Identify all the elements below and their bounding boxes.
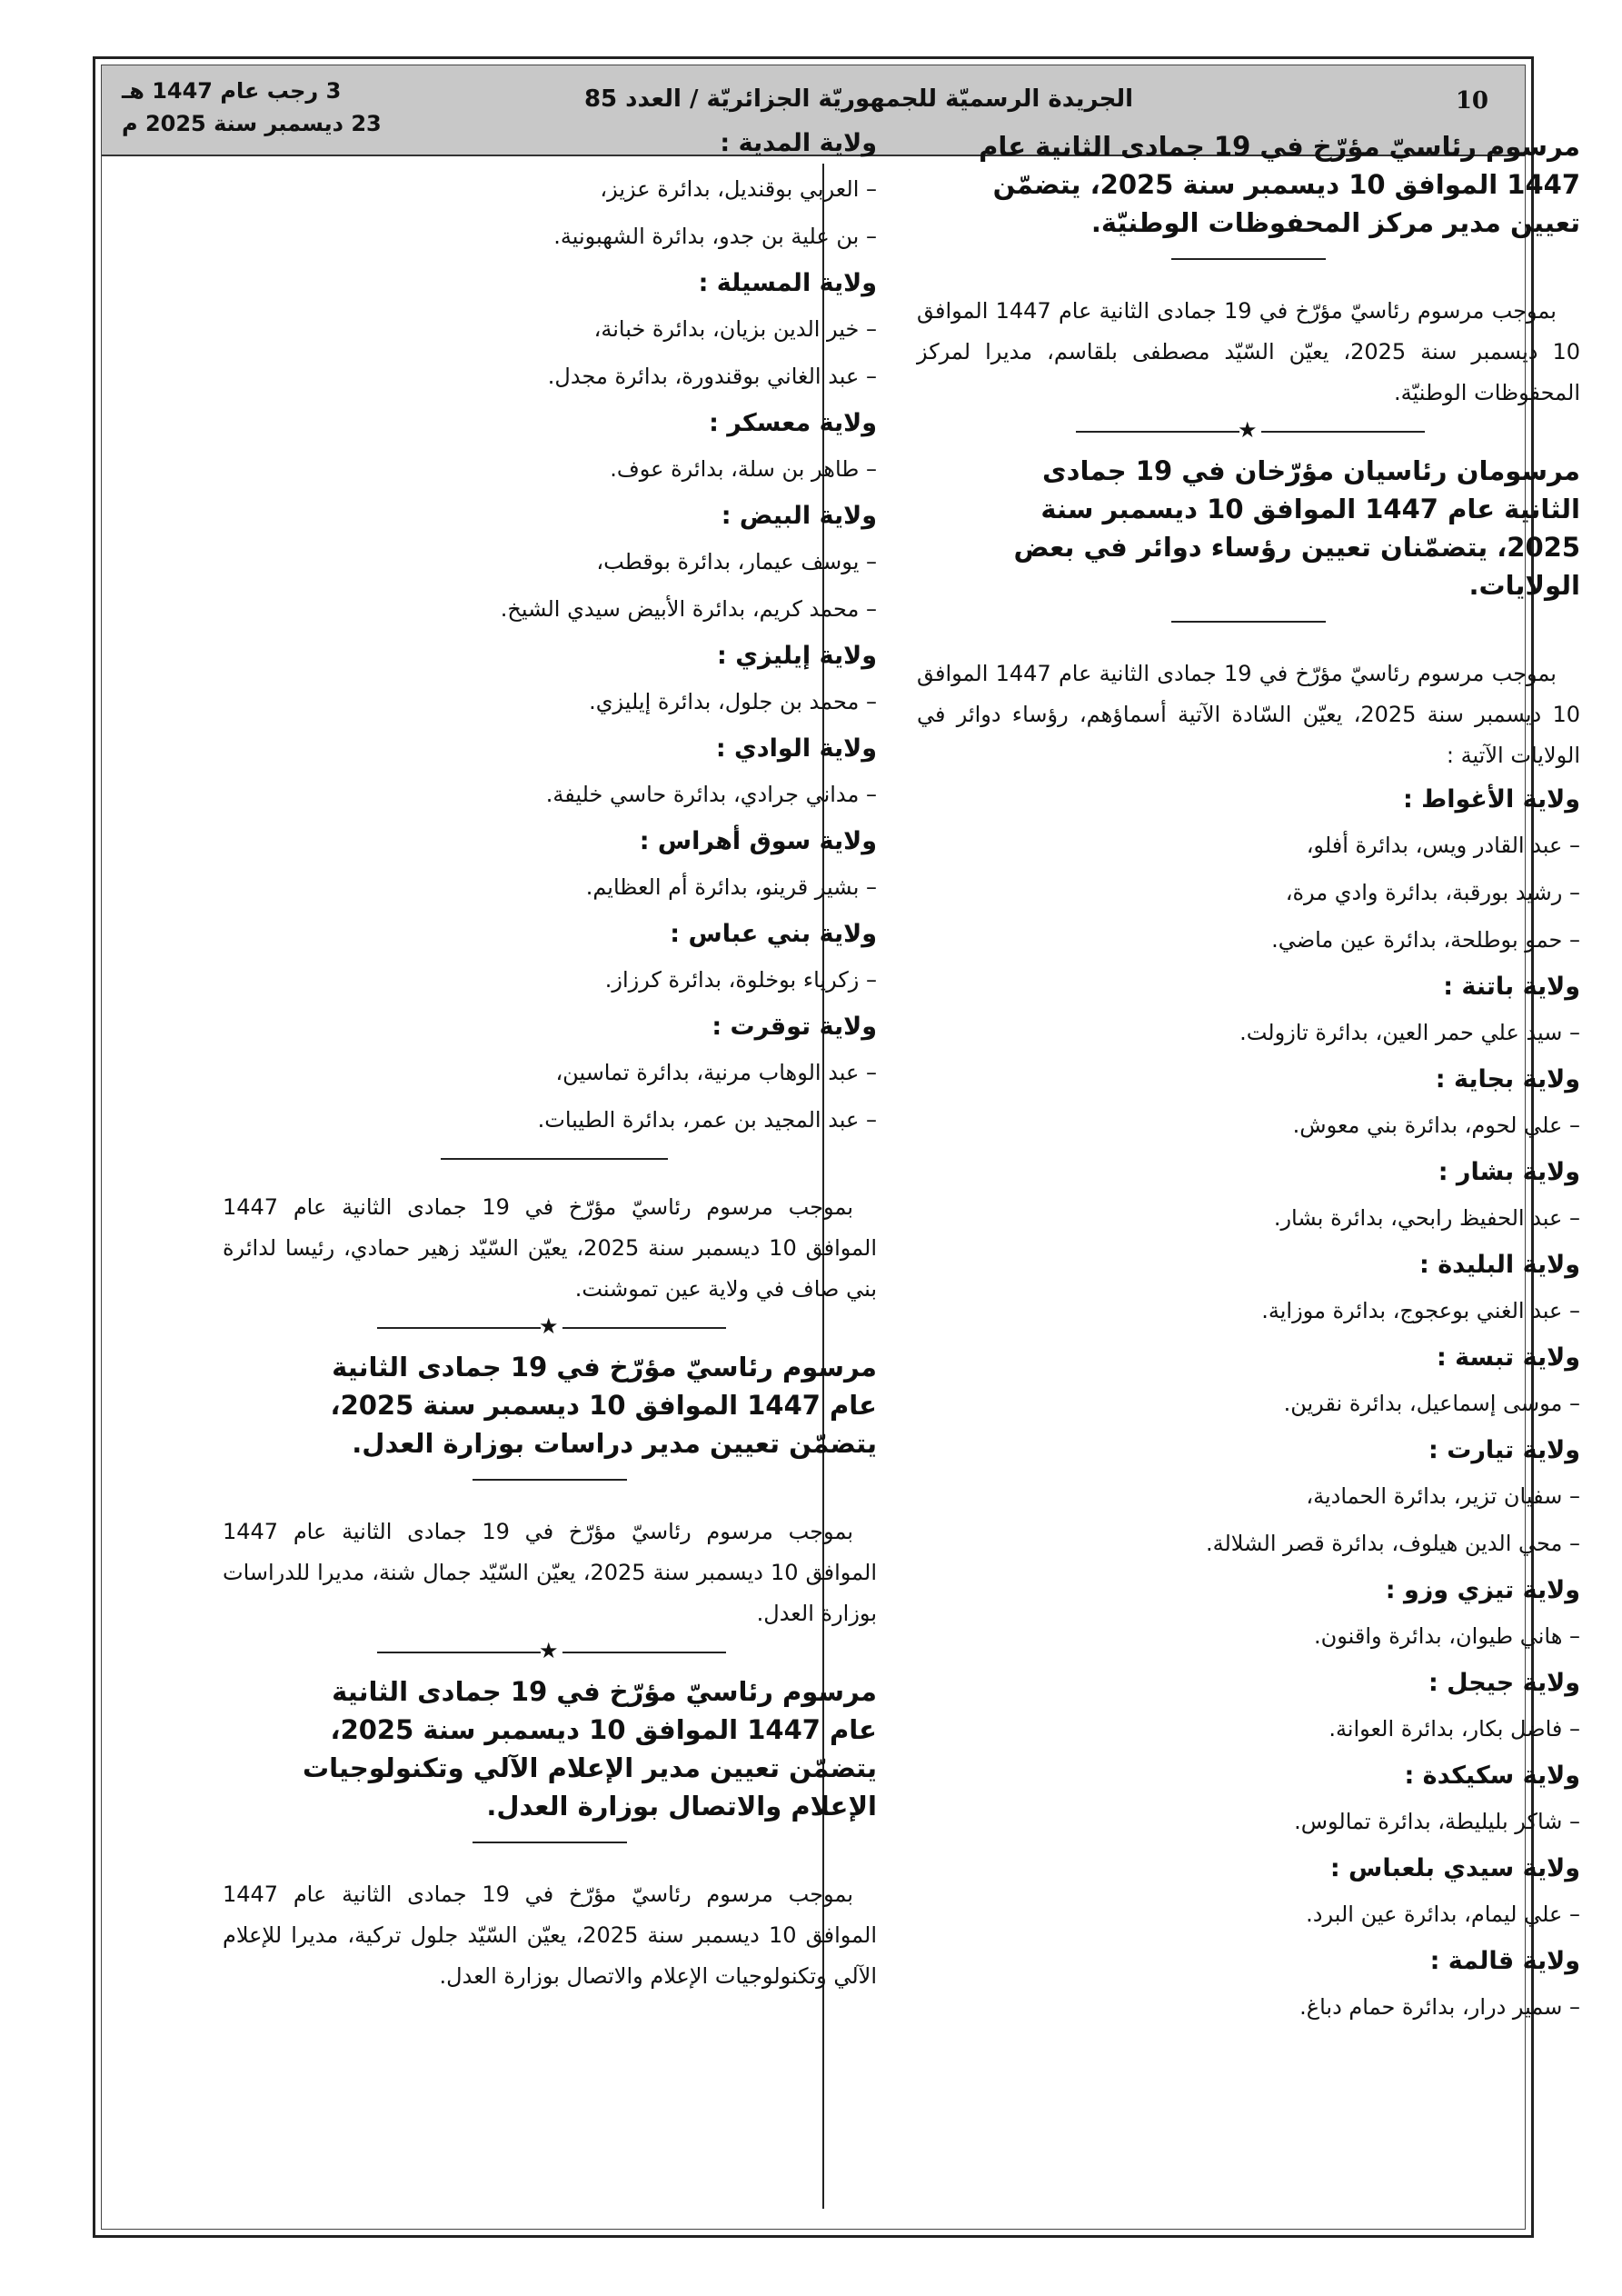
decree-body: بموجب مرسوم رئاسيّ مؤرّخ في 19 جمادى الثانية عام 1447 الموافق 10 ديسمبر سنة 2025، يعيّن السّيّد جلول تركية، مديرا للإعلام الآلي وتكنولوجيات الإعلام والاتصال بوزارة العدل. — [223, 1882, 878, 1989]
appointee-item: – عبد الغني بوعجوج، بدائرة موزاية. — [1261, 1298, 1580, 1323]
appointee-item: – رشيد بورقبة، بدائرة وادي مرة، — [1285, 880, 1580, 905]
appointee-item: – زكرياء بوخلوة، بدائرة كرزاز. — [604, 967, 877, 993]
wilaya-heading: ولاية باتنة : — [1443, 973, 1580, 1001]
appointee-item: – سمير درار، بدائرة حمام دباغ. — [1299, 1994, 1580, 2020]
wilaya-heading: ولاية سكيكدة : — [1404, 1762, 1580, 1790]
date-hijri: 3 رجب عام 1447 هـ — [122, 78, 342, 104]
gazette-title: الجريدة الرسميّة للجمهوريّة الجزائريّة / العدد 85 — [583, 85, 1134, 113]
appointee-item: – محمد بن جلول، بدائرة إيليزي. — [589, 689, 877, 714]
appointee-item: – محمد كريم، بدائرة الأبيض سيدي الشيخ. — [500, 596, 877, 622]
wilaya-list — [223, 122, 877, 1143]
separator — [1171, 258, 1326, 260]
separator — [473, 1842, 627, 1843]
wilaya-heading: ولاية المسيلة : — [698, 269, 877, 297]
right-column — [917, 120, 1580, 2031]
appointee-item: – شاكر بليليطة، بدائرة تمالوس. — [1294, 1809, 1580, 1834]
wilaya-heading: ولاية الوادي : — [715, 734, 877, 763]
appointee-item: – يوسف عيمار، بدائرة بوقطب، — [596, 549, 877, 574]
wilaya-heading: ولاية تبسة : — [1436, 1343, 1580, 1372]
wilaya-list — [917, 778, 1580, 2031]
wilaya-heading: ولاية بجاية : — [1435, 1065, 1580, 1093]
decree-body: بموجب مرسوم رئاسيّ مؤرّخ في 19 جمادى الثانية عام 1447 الموافق 10 ديسمبر سنة 2025، يعيّن السّيّد جمال شنة، مديرا للدراسات بوزارة العدل. — [223, 1519, 877, 1626]
wilaya-heading: ولاية قالمة : — [1429, 1947, 1580, 1975]
separator — [441, 1158, 668, 1160]
appointee-item: – مداني جرادي، بدائرة حاسي خليفة. — [545, 782, 877, 807]
wilaya-heading: ولاية معسكر : — [709, 409, 877, 437]
wilaya-heading: ولاية بني عباس : — [670, 920, 877, 948]
decree-body: بموجب مرسوم رئاسيّ مؤرّخ في 19 جمادى الثانية عام 1447 الموافق 10 ديسمبر سنة 2025، يعيّن السّيّد مصطفى بلقاسم، مديرا لمركز المحفوظات الوطنيّة. — [917, 298, 1580, 405]
appointee-item: – عبد القادر ويس، بدائرة أفلو، — [1306, 833, 1580, 858]
wilaya-heading: ولاية الأغواط : — [1402, 785, 1580, 814]
star-separator: ★ — [223, 1642, 877, 1663]
appointee-item: – عبد المجيد بن عمر، بدائرة الطيبات. — [537, 1107, 877, 1133]
appointee-item: – علي ليمام، بدائرة عين البرد. — [1306, 1902, 1580, 1927]
appointee-item: – علي لحوم، بدائرة بني معوش. — [1292, 1113, 1580, 1138]
appointee-item: – موسى إسماعيل، بدائرة نقرين. — [1283, 1391, 1580, 1416]
wilaya-heading: ولاية تيارت : — [1428, 1436, 1580, 1464]
wilaya-heading: ولاية البيض : — [721, 502, 877, 530]
star-separator: ★ — [223, 1317, 877, 1339]
page-number: 10 — [1455, 87, 1488, 115]
wilaya-heading: ولاية جيجل : — [1428, 1669, 1580, 1697]
appointee-item: – عبد الغاني بوقندورة، بدائرة مجدل. — [547, 364, 877, 389]
wilaya-heading: ولاية توقرت : — [711, 1013, 877, 1041]
separator — [1171, 621, 1326, 623]
star-separator: ★ — [917, 421, 1580, 443]
appointee-item: – خير الدين بزيان، بدائرة خبانة، — [593, 316, 877, 342]
wilaya-heading: ولاية سوق أهراس : — [639, 827, 877, 855]
appointee-item: – حمو بوطلحة، بدائرة عين ماضي. — [1271, 927, 1580, 953]
left-column — [223, 120, 877, 1997]
decree-title: مرسومان رئاسيان مؤرّخان في 19 جمادى الثانية عام 1447 الموافق 10 ديسمبر سنة 2025، يتضمّنان تعيين رؤساء دوائر في بعض الولايات. — [1013, 455, 1580, 601]
appointee-item: – سيد علي حمر العين، بدائرة تازولت. — [1239, 1020, 1580, 1045]
decree-title: مرسوم رئاسيّ مؤرّخ في 19 جمادى الثانية عام 1447 الموافق 10 ديسمبر سنة 2025، يتضمّن تعيين مدير الإعلام الآلي وتكنولوجيات الإعلام والاتصال بوزارة العدل. — [302, 1676, 877, 1822]
date-gregorian: 23 ديسمبر سنة 2025 م — [122, 111, 382, 136]
wilaya-heading: ولاية بشار : — [1438, 1158, 1580, 1186]
appointee-item: – العربي بوقنديل، بدائرة عزيز، — [600, 176, 877, 202]
wilaya-heading: ولاية المدية : — [720, 129, 877, 157]
decree-title: مرسوم رئاسيّ مؤرّخ في 19 جمادى الثانية عام 1447 الموافق 10 ديسمبر سنة 2025، يتضمّن تعيين مدير دراسات بوزارة العدل. — [330, 1352, 877, 1459]
appointee-item: – سفيان تزير، بدائرة الحمادية، — [1306, 1483, 1580, 1509]
separator — [473, 1479, 627, 1481]
decree-title: مرسوم رئاسيّ مؤرّخ في 19 جمادى الثانية عام 1447 الموافق 10 ديسمبر سنة 2025، يتضمّن تعيين مدير مركز المحفوظات الوطنيّة. — [979, 131, 1580, 238]
appointee-item: – عبد الحفيظ رابحي، بدائرة بشار. — [1273, 1205, 1580, 1231]
appointee-item: – طاهر بن سلة، بدائرة عوف. — [610, 456, 877, 482]
appointee-item: – بشير قرينو، بدائرة أم العظايم. — [585, 874, 877, 900]
appointee-item: – هاني طيوان، بدائرة واقنون. — [1313, 1623, 1580, 1649]
wilaya-heading: ولاية سيدي بلعباس : — [1329, 1854, 1580, 1882]
appointee-item: – بن علية بن جدو، بدائرة الشهبونية. — [553, 224, 877, 249]
appointee-item: – فاضل بكار، بدائرة العوانة. — [1328, 1716, 1580, 1742]
appointee-item: – عبد الوهاب مرنية، بدائرة تماسين، — [555, 1060, 877, 1085]
wilaya-heading: ولاية تيزي وزو : — [1385, 1576, 1580, 1604]
wilaya-heading: ولاية البليدة : — [1419, 1251, 1580, 1279]
appointee-item: – محي الدين هيلوف، بدائرة قصر الشلالة. — [1205, 1531, 1580, 1556]
wilaya-heading: ولاية إيليزي : — [717, 642, 877, 670]
decree-body: بموجب مرسوم رئاسيّ مؤرّخ في 19 جمادى الثانية عام 1447 الموافق 10 ديسمبر سنة 2025، يعيّن السّيّد زهير حمادي، رئيسا لدائرة بني صاف في ولاية عين تموشنت. — [223, 1194, 877, 1302]
decree-body: بموجب مرسوم رئاسيّ مؤرّخ في 19 جمادى الثانية عام 1447 الموافق 10 ديسمبر سنة 2025، يعيّن السّادة الآتية أسماؤهم، رؤساء دوائر في الولايات الآتية : — [917, 661, 1580, 768]
